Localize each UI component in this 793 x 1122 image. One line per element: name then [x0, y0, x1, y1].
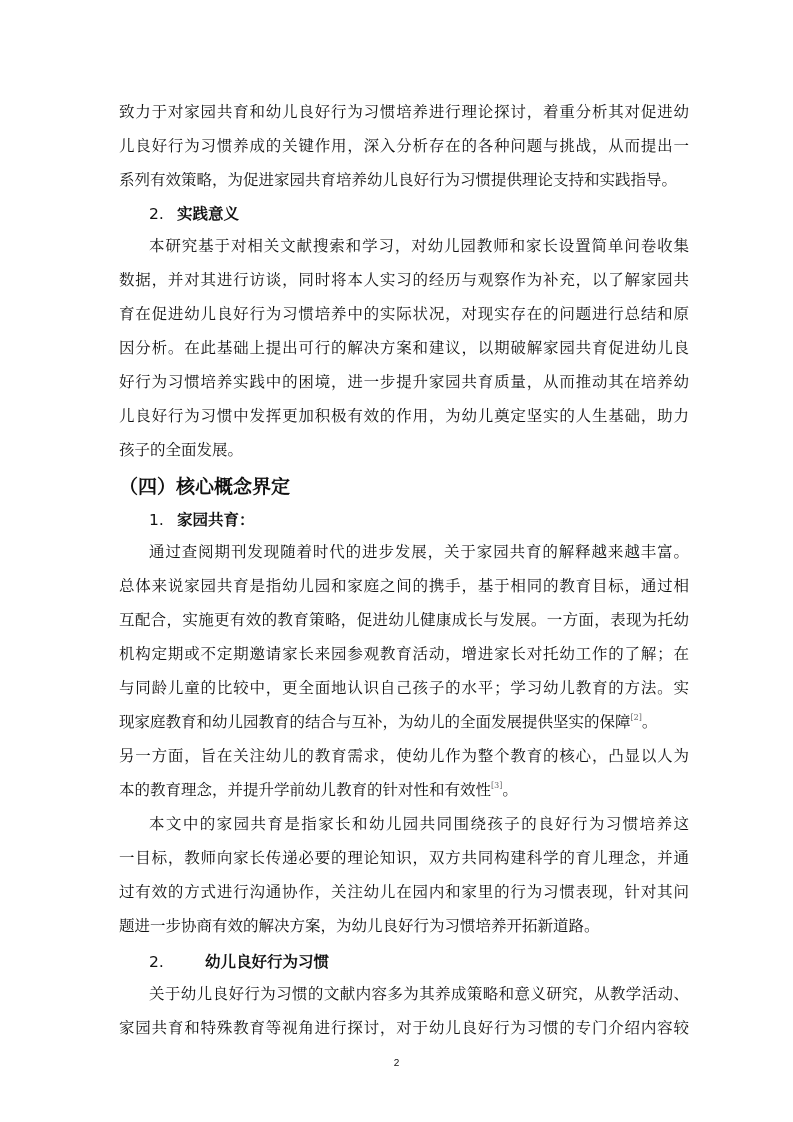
subsection-heading-practical	[149, 202, 239, 224]
text-line	[119, 780, 689, 800]
text-line: 题进一步协商有效的解决方案，为幼儿良好行为习惯培养开拓新道路。	[119, 917, 600, 935]
citation-ref: [3]	[491, 781, 503, 790]
text-span: 。	[641, 713, 658, 731]
text-line: 儿良好行为习惯中发挥更加积极有效的作用，为幼儿奠定坚实的人生基础，助力	[119, 407, 689, 425]
subsection-title: 幼儿良好行为习惯	[205, 953, 330, 971]
text-line: 系列有效策略，为促进家园共育培养幼儿良好行为习惯提供理论支持和实践指导。	[119, 171, 678, 189]
text-line	[119, 712, 689, 732]
text-line: 致力于对家园共育和幼儿良好行为习惯培养进行理论探讨，着重分析其对促进幼	[119, 103, 689, 121]
text-line: 本研究基于对相关文献搜索和学习，对幼儿园教师和家长设置简单问卷收集	[149, 237, 689, 255]
text-span: 现家庭教育和幼儿园教育的结合与互补，为幼儿的全面发展提供坚实的保障	[119, 713, 631, 731]
text-line: 因分析。在此基础上提出可行的解决方案和建议，以期破解家园共育促进幼儿良	[119, 339, 689, 357]
text-line: 关于幼儿良好行为习惯的文献内容多为其养成策略和意义研究，从教学活动、	[149, 985, 689, 1003]
text-line: 数据，并对其进行访谈，同时将本人实习的经历与观察作为补充，以了解家园共	[119, 271, 689, 289]
text-line: 通过查阅期刊发现随着时代的进步发展，关于家园共育的解释越来越丰富。	[149, 543, 689, 561]
text-line: 与同龄儿童的比较中，更全面地认识自己孩子的水平；学习幼儿教育的方法。实	[119, 679, 689, 697]
subsection-number: 2.	[149, 953, 164, 971]
text-line: 总体来说家园共育是指幼儿园和家庭之间的携手，基于相同的教育目标，通过相	[119, 577, 689, 595]
text-line: 另一方面，旨在关注幼儿的教育需求，使幼儿作为整个教育的核心，凸显以人为	[119, 747, 689, 765]
text-line: 孩子的全面发展。	[119, 441, 244, 459]
text-line: 互配合，实施更有效的教育策略，促进幼儿健康成长与发展。一方面，表现为托幼	[119, 611, 689, 629]
subsection-number: 1.	[149, 511, 164, 529]
citation-ref: [2]	[630, 713, 642, 722]
text-span: 。	[502, 781, 518, 799]
text-line: 一目标，教师向家长传递必要的理论知识，双方共同构建科学的育儿理念，并通	[119, 849, 689, 867]
text-line: 机构定期或不定期邀请家长来园参观教育活动，增进家长对托幼工作的了解；在	[119, 645, 689, 663]
section-heading-core-concepts: （四）核心概念界定	[119, 476, 291, 498]
text-line: 育在促进幼儿良好行为习惯培养中的实际状况，对现实存在的问题进行总结和原	[119, 305, 689, 323]
text-span: 本的教育理念，并提升学前幼儿教育的针对性和有效性	[119, 781, 492, 799]
text-line: 儿良好行为习惯养成的关键作用，深入分析存在的各种问题与挑战，从而提出一	[119, 137, 689, 155]
subsection-title: 家园共育：	[177, 511, 255, 529]
page-number: 2	[393, 1058, 400, 1069]
text-line: 好行为习惯培养实践中的困境，进一步提升家园共育质量，从而推动其在培养幼	[119, 373, 689, 391]
subsection-number: 2.	[149, 205, 164, 223]
subsection-title: 实践意义	[177, 205, 240, 223]
text-line: 本文中的家园共育是指家长和幼儿园共同围绕孩子的良好行为习惯培养这	[149, 815, 689, 833]
text-line: 过有效的方式进行沟通协作，关注幼儿在园内和家里的行为习惯表现，针对其问	[119, 883, 689, 901]
subsection-heading-good-habits	[149, 950, 329, 972]
text-line: 家园共育和特殊教育等视角进行探讨，对于幼儿良好行为习惯的专门介绍内容较	[119, 1019, 689, 1037]
subsection-heading-home-school	[149, 508, 255, 530]
